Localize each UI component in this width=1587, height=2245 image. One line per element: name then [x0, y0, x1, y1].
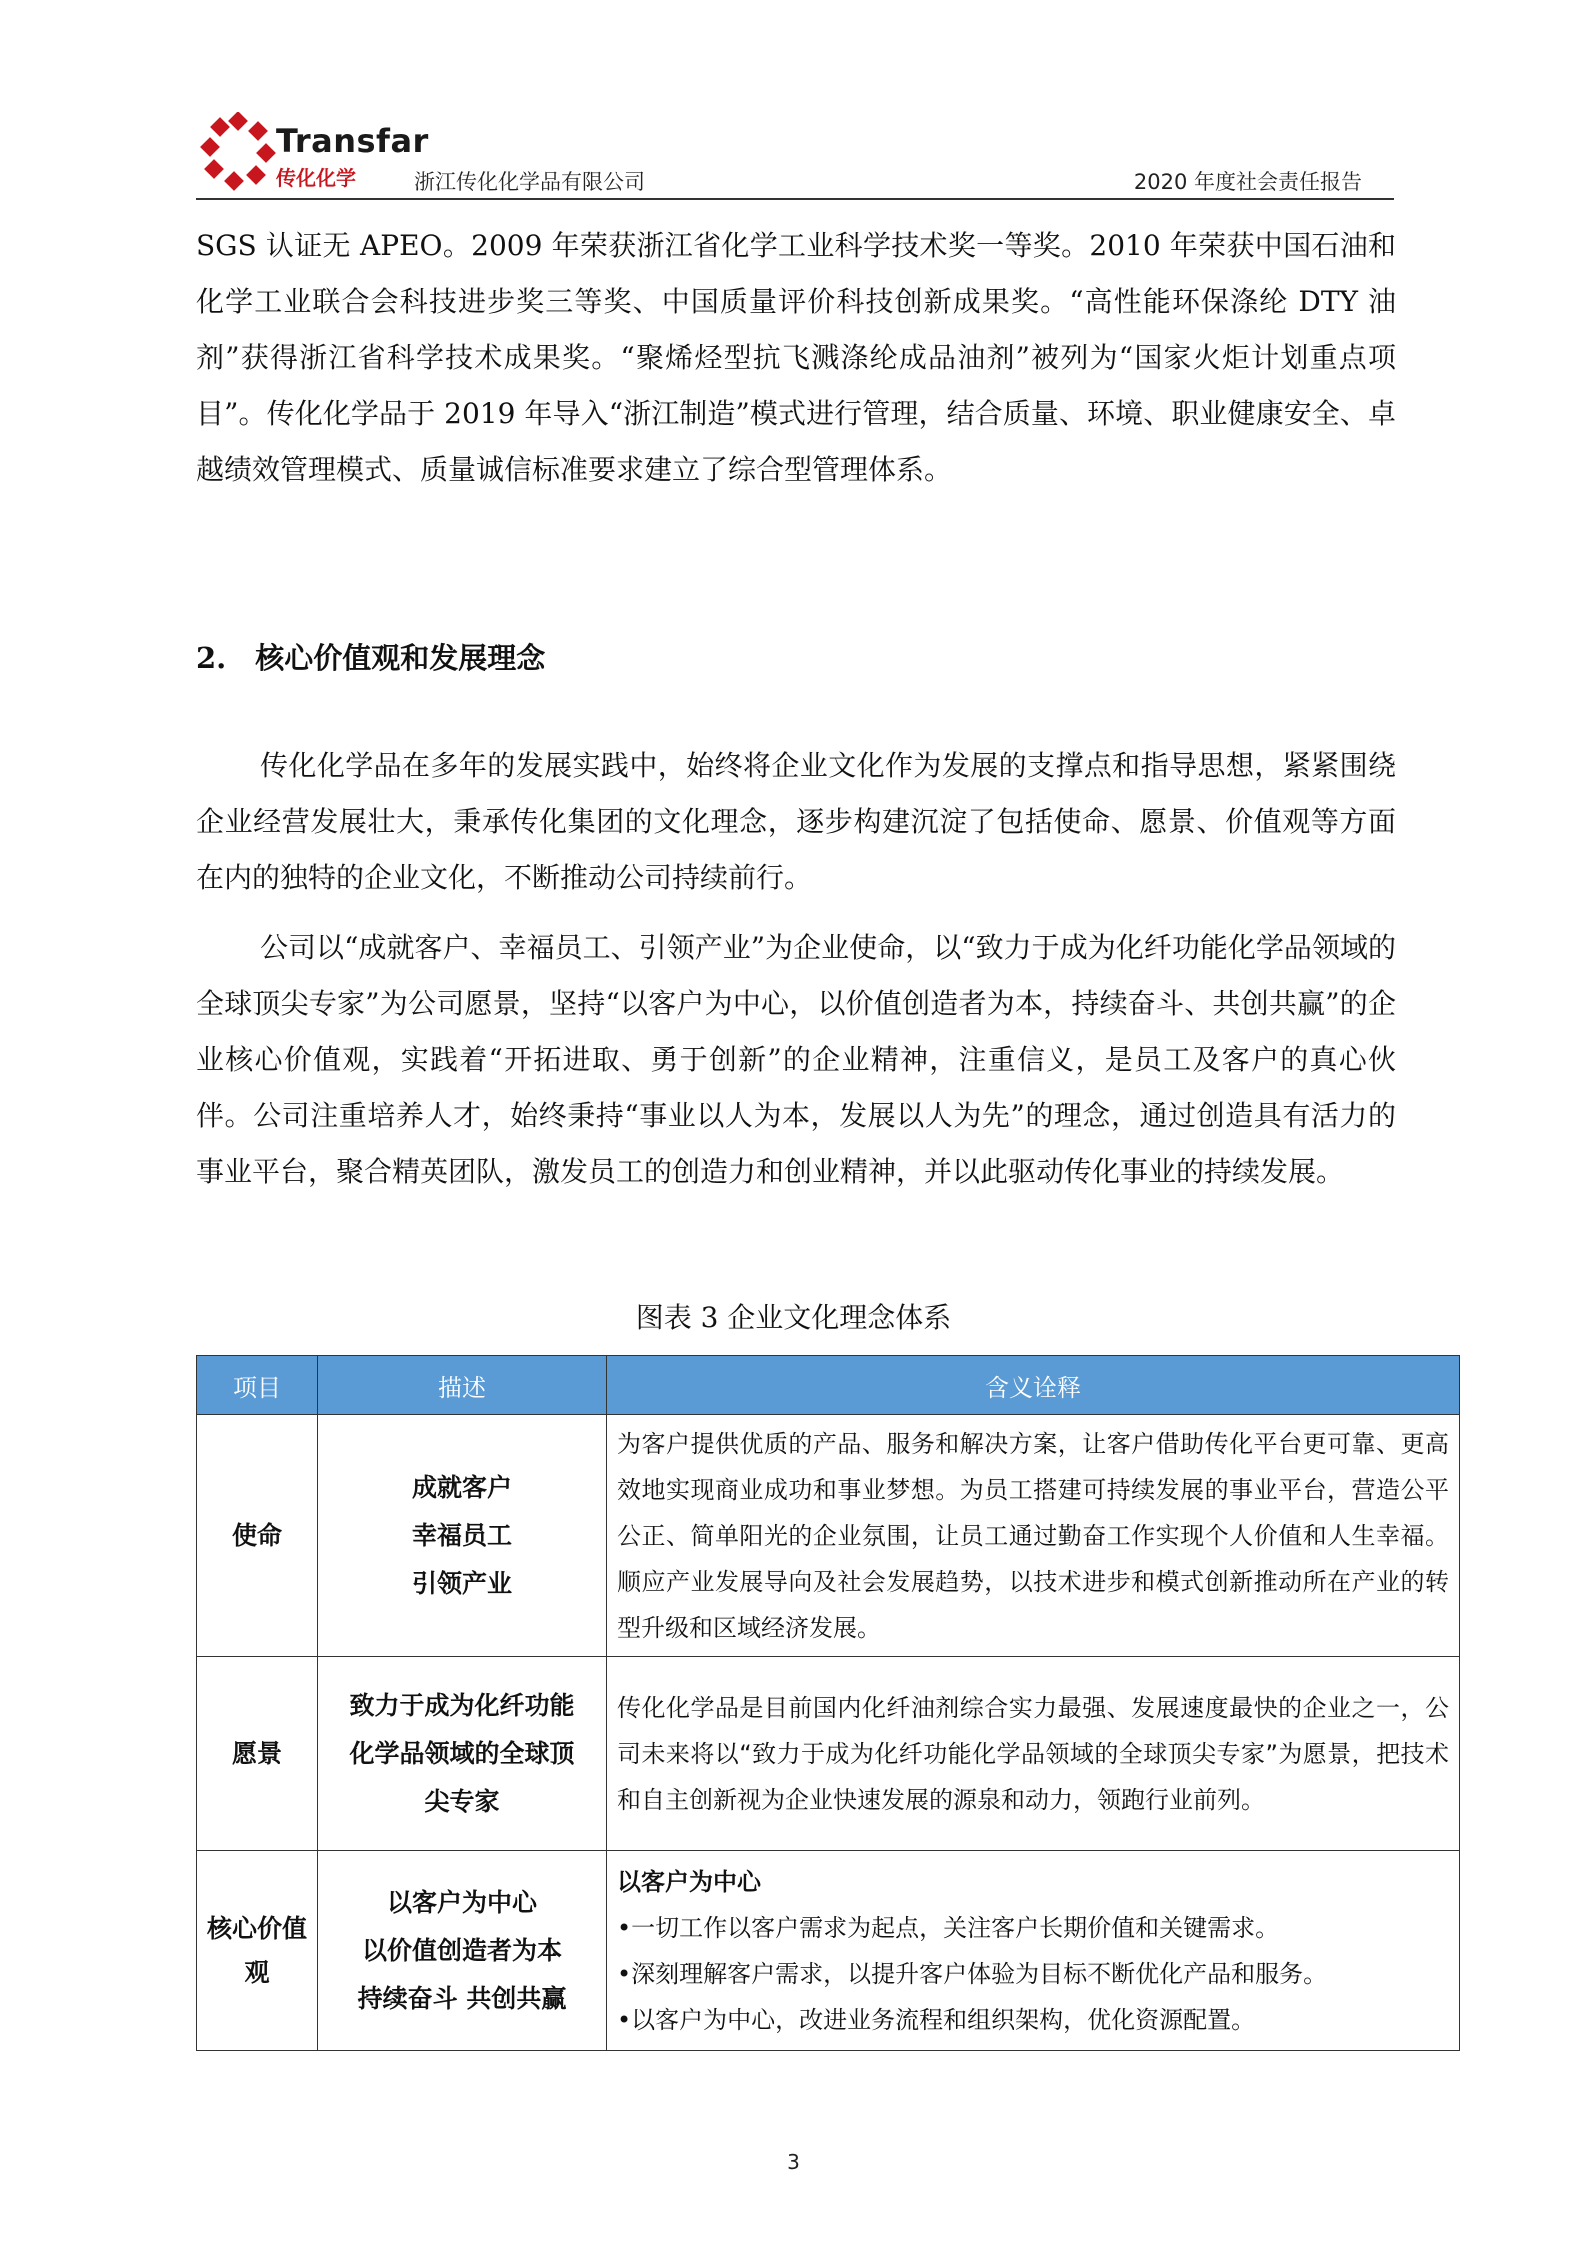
- meaning-text: 传化化学品是目前国内化纤油剂综合实力最强、发展速度最快的企业之一，公司未来将以“致力于成为化纤功能化学品领域的全球顶尖专家”为愿景，把技术和自主创新视为企业快速发展的源泉和动力，领跑行业前列。: [617, 1693, 1449, 1814]
- row-item: 核心价值观: [197, 1851, 318, 2051]
- row-description: [318, 1851, 607, 2051]
- description-line: 持续奋斗 共创共赢: [357, 1983, 567, 2013]
- company-name: 浙江传化化学品有限公司: [414, 170, 645, 194]
- body-paragraph-1: SGS 认证无 APEO。2009 年荣获浙江省化学工业科学技术奖一等奖。2010 年荣获中国石油和化学工业联合会科技进步奖三等奖、中国质量评价科技创新成果奖。“高性能环保涤纶 DTY 油剂”获得浙江省科学技术成果奖。“聚烯烃型抗飞溅涤纶成品油剂”被列为“国家火炬计划重点项目”。传化化学品于 2019 年导入“浙江制造”模式进行管理，结合质量、环境、职业健康安全、卓越绩效管理模式、质量诚信标准要求建立了综合型管理体系。: [196, 229, 1396, 486]
- meaning-bullet: •以客户为中心，改进业务流程和组织架构，优化资源配置。: [617, 2005, 1256, 2034]
- table-row: [197, 1415, 1460, 1657]
- table-row: [197, 1851, 1460, 2051]
- section-heading: 2. 核心价值观和发展理念: [196, 641, 546, 675]
- row-description: [318, 1415, 607, 1657]
- row-meaning: [607, 1415, 1460, 1657]
- meaning-title: 以客户为中心: [617, 1867, 761, 1896]
- table-row: [197, 1657, 1460, 1851]
- description-line: 成就客户: [411, 1472, 512, 1502]
- column-header: 含义诠释: [607, 1356, 1460, 1415]
- page-number: 3: [787, 2150, 800, 2174]
- body-paragraph-2: 传化化学品在多年的发展实践中，始终将企业文化作为发展的支撑点和指导思想，紧紧围绕企业经营发展壮大，秉承传化集团的文化理念，逐步构建沉淀了包括使命、愿景、价值观等方面在内的独特的企业文化，不断推动公司持续前行。: [196, 749, 1396, 894]
- column-header: 描述: [318, 1356, 607, 1415]
- description-line: 幸福员工: [411, 1520, 512, 1550]
- report-title: 2020 年度社会责任报告: [1133, 170, 1362, 194]
- row-item: 愿景: [197, 1657, 318, 1851]
- culture-table: [196, 1355, 1460, 2051]
- table-header-row: [197, 1356, 1460, 1415]
- body-paragraph-3: 公司以“成就客户、幸福员工、引领产业”为企业使命，以“致力于成为化纤功能化学品领域的全球顶尖专家”为公司愿景，坚持“以客户为中心，以价值创造者为本，持续奋斗、共创共赢”的企业核心价值观，实践着“开拓进取、勇于创新”的企业精神，注重信义，是员工及客户的真心伙伴。公司注重培养人才，始终秉持“事业以人为本，发展以人为先”的理念，通过创造具有活力的事业平台，聚合精英团队，激发员工的创造力和创业精神，并以此驱动传化事业的持续发展。: [196, 931, 1396, 1188]
- brand-name-en: Transfar: [276, 122, 429, 160]
- description-line: 引领产业: [411, 1568, 512, 1598]
- row-meaning: [607, 1657, 1460, 1851]
- row-description: [318, 1657, 607, 1851]
- row-meaning: [607, 1851, 1460, 2051]
- description-line: 以客户为中心: [386, 1887, 537, 1917]
- column-header: 项目: [197, 1356, 318, 1415]
- meaning-text: 为客户提供优质的产品、服务和解决方案，让客户借助传化平台更可靠、更高效地实现商业成功和事业梦想。为员工搭建可持续发展的事业平台，营造公平公正、简单阳光的企业氛围，让员工通过勤奋工作实现个人价值和人生幸福。顺应产业发展导向及社会发展趋势，以技术进步和模式创新推动所在产业的转型升级和区域经济发展。: [617, 1429, 1449, 1642]
- description-line: 化学品领域的全球顶: [349, 1738, 575, 1768]
- description-line: 以价值创造者为本: [361, 1935, 562, 1965]
- header-divider: [196, 198, 1394, 200]
- brand-name-cn: 传化化学: [276, 166, 356, 190]
- description-line: 尖专家: [424, 1786, 500, 1816]
- description-line: 致力于成为化纤功能: [349, 1690, 575, 1720]
- row-item: 使命: [197, 1415, 318, 1657]
- meaning-bullet: •一切工作以客户需求为起点，关注客户长期价值和关键需求。: [617, 1913, 1280, 1942]
- transfar-logo-icon: [196, 112, 286, 192]
- table-caption: 图表 3 企业文化理念体系: [635, 1301, 952, 1334]
- meaning-bullet: •深刻理解客户需求，以提升客户体验为目标不断优化产品和服务。: [617, 1959, 1328, 1988]
